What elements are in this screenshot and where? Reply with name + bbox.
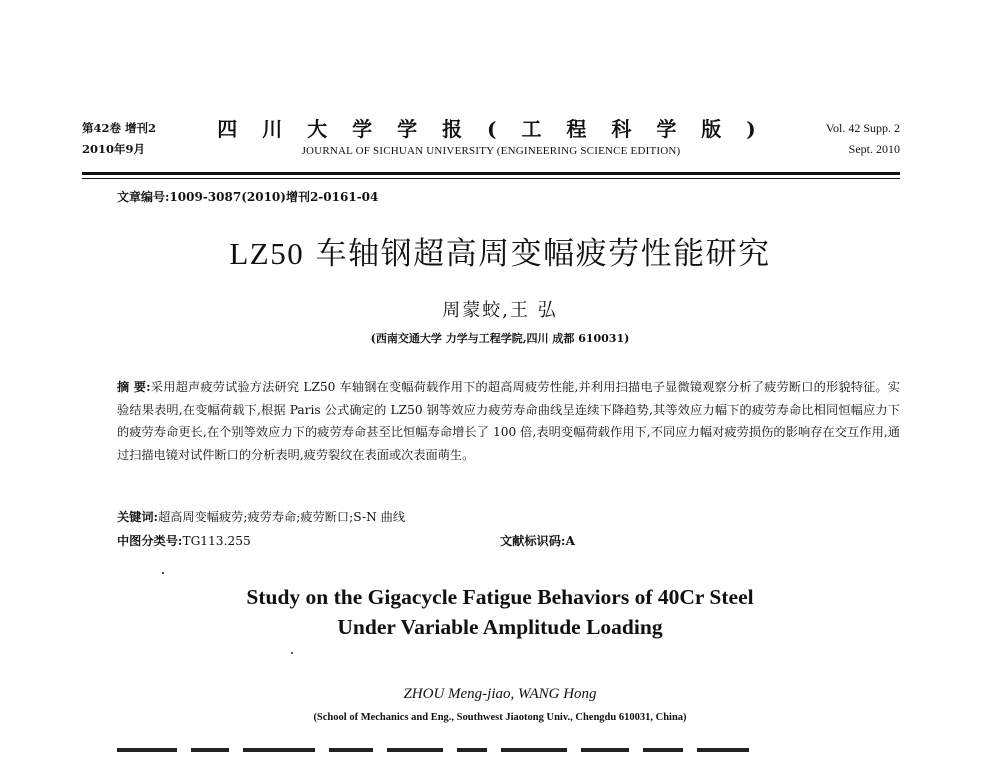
affiliation-cn: (西南交通大学 力学与工程学院,四川 成都 610031) [370, 332, 630, 345]
doc-code-label: 文献标识码: [500, 534, 566, 548]
header-right [826, 118, 900, 160]
keywords-cn [117, 508, 900, 525]
date-cn: 2010年9月 [82, 142, 146, 156]
journal-title-en: JOURNAL OF SICHUAN UNIVERSITY (ENGINEERING SCIENCE EDITION) [301, 145, 681, 157]
header-center [82, 118, 900, 160]
abstract-label: 摘 要: [117, 380, 151, 394]
classification-number [117, 532, 251, 549]
title-en-line2: Under Variable Amplitude Loading [337, 615, 663, 639]
article-number: 文章编号:1009-3087(2010)增刊2-0161-04 [117, 190, 379, 204]
title-cn-main: 车轴钢超高周变幅疲劳性能研究 [304, 236, 771, 272]
journal-header [82, 118, 900, 158]
title-cn-prefix: LZ50 [229, 236, 305, 271]
classification-value: TG113.255 [182, 534, 251, 548]
header-rule-thick [82, 172, 900, 175]
keywords-text: 超高周变幅疲劳;疲劳寿命;疲劳断口;S-N 曲线 [158, 510, 406, 524]
title-en [0, 582, 1000, 642]
abstract-text: 采用超声疲劳试验方法研究 LZ50 车轴钢在变幅荷载作用下的超高周疲劳性能,并利用扫描电子显微镜观察分析了疲劳断口的形貌特征。实验结果表明,在变幅荷载下,根据 Paris 公式确定的 LZ50 钢等效应力疲劳寿命曲线呈连续下降趋势,其等效应力幅下的疲劳寿命比相同恒幅应力下的疲劳寿命更长,在个别等效应力下的疲劳寿命甚至比恒幅寿命增长了 100 倍,表明变幅荷载作用下,不同应力幅对疲劳损伤的影响存在交互作用,通过扫描电镜对试件断口的分析表明,疲劳裂纹在表面或次表面萌生。 [117, 380, 900, 462]
authors-cn: 周蒙蛟,王 弘 [442, 300, 558, 321]
authors-en: ZHOU Meng-jiao, WANG Hong [403, 686, 597, 702]
volume-en: Vol. 42 Supp. 2 [825, 121, 900, 135]
affiliation-en: (School of Mechanics and Eng., Southwest Jiaotong Univ., Chengdu 610031, China) [313, 712, 687, 723]
classification-label: 中图分类号: [117, 534, 183, 548]
cut-off-text-line [117, 748, 900, 758]
title-en-line1: Study on the Gigacycle Fatigue Behaviors of 40Cr Steel [246, 585, 754, 609]
scan-speck [162, 572, 164, 574]
doc-code-value: A [565, 534, 575, 548]
document-code [500, 532, 575, 549]
keywords-label: 关键词: [117, 510, 159, 524]
journal-title-cn: 四 川 大 学 学 报 ( 工 程 科 学 版 ) [217, 117, 765, 141]
scan-speck [291, 652, 293, 654]
date-en: Sept. 2010 [848, 142, 900, 156]
title-cn [0, 228, 1000, 273]
volume-cn: 第42卷 增刊2 [82, 121, 157, 135]
abstract-cn [117, 376, 900, 466]
header-rule-thin [82, 178, 900, 179]
